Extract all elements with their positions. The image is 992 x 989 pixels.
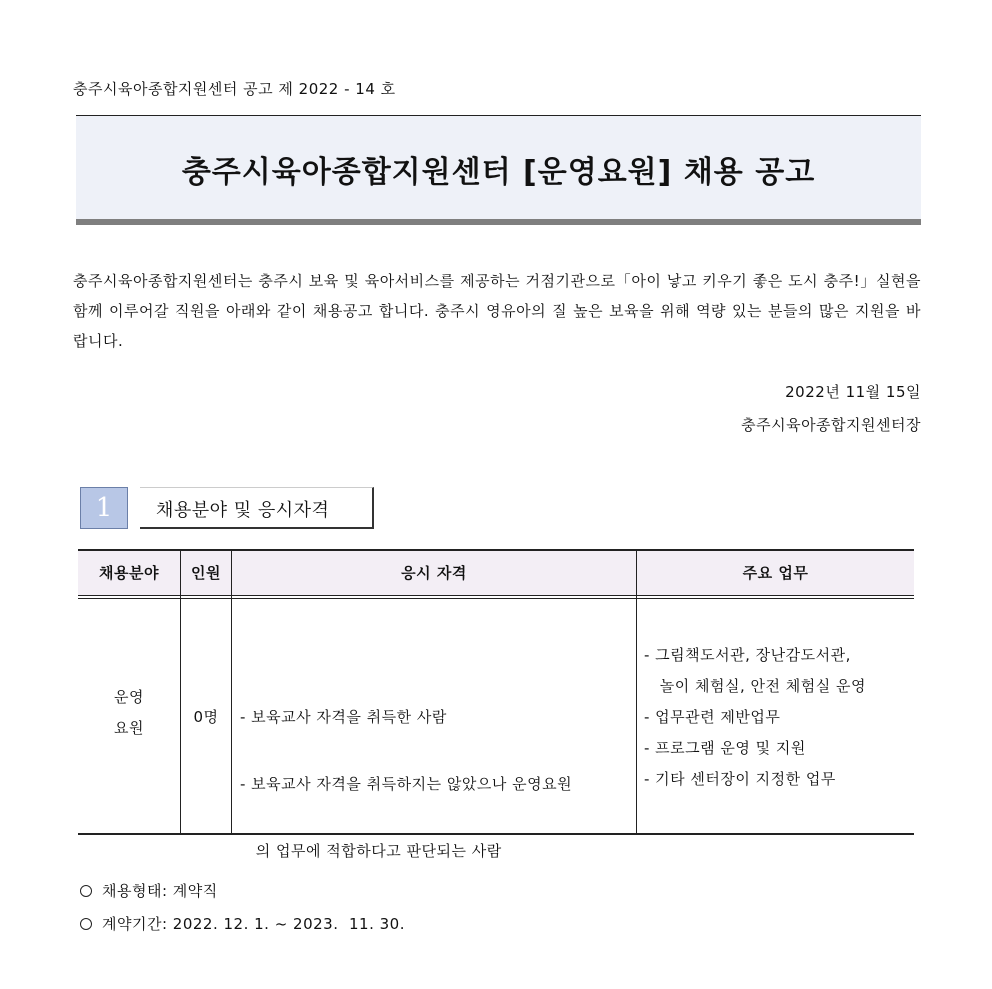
announcement-date: 2022년 11월 15일 xyxy=(785,383,921,401)
duty-line: - 업무관련 제반업무 xyxy=(644,708,781,726)
intro-paragraph: 충주시육아종합지원센터는 충주시 보육 및 육아서비스를 제공하는 거점기관으로「아이 낳고 키우기 좋은 도시 충주!」실현을 함께 이루어갈 직원을 아래와 같이 채용공고 합니다. 충주시 영유아의 질 높은 보육을 위해 역량 있는 분들의 많은 지원을 바랍니다. xyxy=(73,272,921,350)
header-count: 인원 xyxy=(191,564,221,582)
detail-item xyxy=(80,880,405,913)
duty-line: - 기타 센터장이 지정한 업무 xyxy=(644,770,836,788)
circle-bullet-icon xyxy=(80,918,92,930)
section-title: 채용분야 및 응시자격 xyxy=(156,500,330,521)
employment-details xyxy=(80,880,405,946)
qualification-line: - 보육교사 자격을 취득한 사람 xyxy=(240,708,447,726)
column-divider xyxy=(231,551,232,833)
recruitment-table xyxy=(78,549,914,860)
notice-number: 충주시육아종합지원센터 공고 제 2022 - 14 호 xyxy=(73,80,396,98)
header-field: 채용분야 xyxy=(99,564,159,582)
circle-bullet-icon xyxy=(80,885,92,897)
duty-line: 놀이 체험실, 안전 체험실 운영 xyxy=(644,677,867,695)
qualification-line: - 보육교사 자격을 취득하지는 않았으나 운영요원 xyxy=(240,775,573,793)
field-line: 운영 xyxy=(114,688,144,706)
header-divider xyxy=(78,595,914,596)
header-duties: 주요 업무 xyxy=(742,564,809,582)
employment-type: 채용형태: 계약직 xyxy=(102,882,218,900)
duty-line: - 그림책도서관, 장난감도서관, xyxy=(644,646,851,664)
column-divider xyxy=(180,551,181,833)
section-number-badge: 1 xyxy=(80,487,128,529)
detail-item xyxy=(80,913,405,946)
qualification-line: 의 업무에 적합하다고 판단되는 사람 xyxy=(240,842,502,860)
field-line: 요원 xyxy=(114,719,144,737)
duties-cell xyxy=(644,640,866,795)
qualifications-cell xyxy=(240,666,572,903)
header-qualifications: 응시 자격 xyxy=(401,564,467,582)
column-divider xyxy=(636,551,637,833)
header-divider xyxy=(78,598,914,599)
duty-line: - 프로그램 운영 및 지원 xyxy=(644,739,806,757)
page-title: 충주시육아종합지원센터 [운영요원] 채용 공고 xyxy=(181,155,816,190)
title-underline-bar xyxy=(76,219,921,225)
contract-period: 계약기간: 2022. 12. 1. ~ 2023. 11. 30. xyxy=(102,915,405,933)
count-cell: 0명 xyxy=(193,708,219,726)
field-cell xyxy=(78,682,180,744)
signer: 충주시육아종합지원센터장 xyxy=(741,416,921,434)
